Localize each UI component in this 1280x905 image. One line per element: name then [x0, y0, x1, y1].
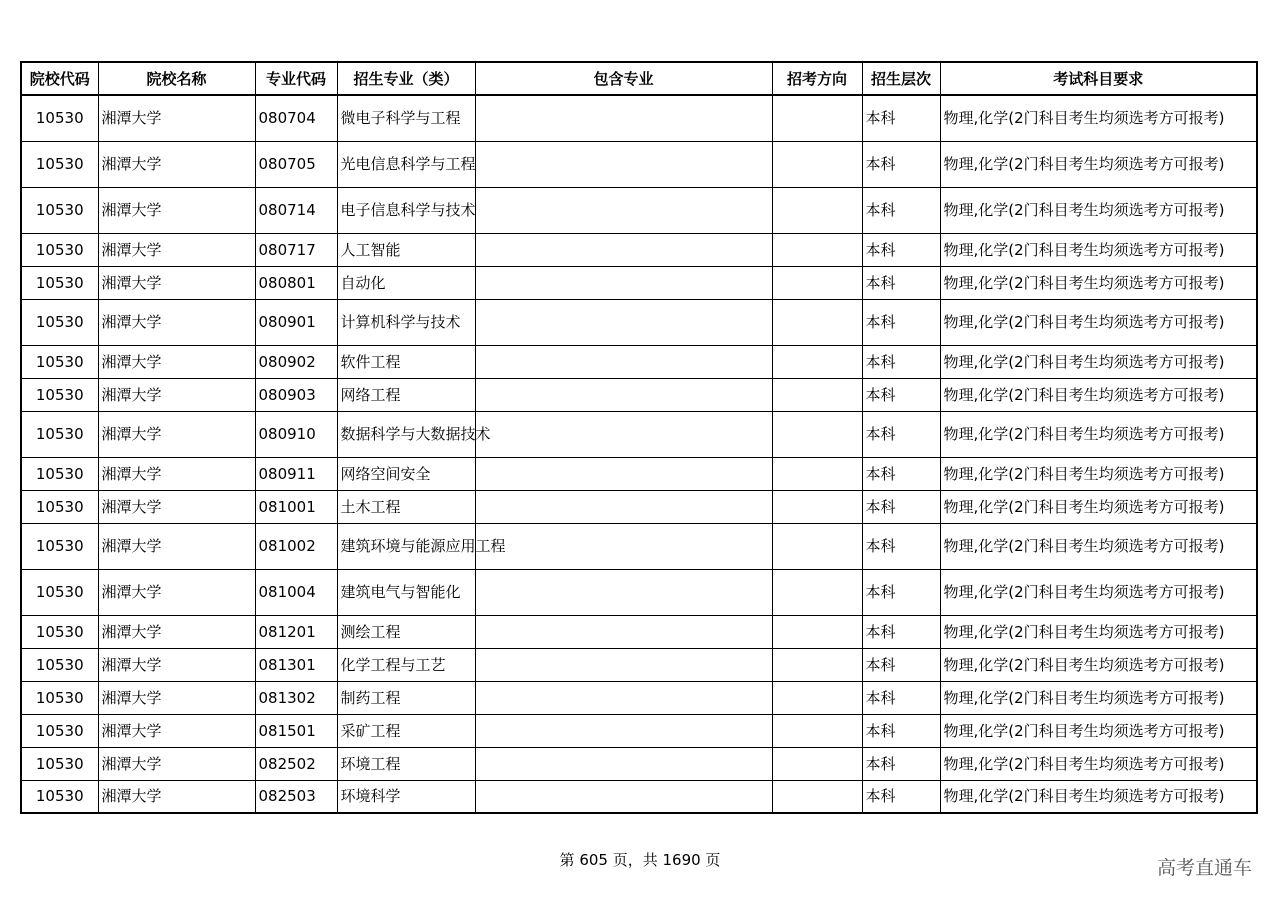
cell-school-name: 湘潭大学: [98, 187, 255, 233]
cell-school-code: 10530: [21, 299, 98, 345]
cell-direction: [772, 378, 862, 411]
cell-major-code: 080910: [255, 411, 337, 457]
cell-major-code: 080801: [255, 266, 337, 299]
cell-major-code: 080717: [255, 233, 337, 266]
cell-school-code: 10530: [21, 95, 98, 141]
cell-level: 本科: [862, 615, 940, 648]
cell-school-code: 10530: [21, 266, 98, 299]
cell-school-name: 湘潭大学: [98, 299, 255, 345]
table-row: [21, 95, 1257, 141]
cell-level: 本科: [862, 378, 940, 411]
cell-direction: [772, 780, 862, 813]
cell-major: 测绘工程: [337, 615, 475, 648]
table-row: [21, 411, 1257, 457]
cell-included-majors: [475, 345, 772, 378]
cell-subject-requirement: 物理,化学(2门科目考生均须选考方可报考): [940, 378, 1257, 411]
cell-direction: [772, 523, 862, 569]
table-row: [21, 378, 1257, 411]
cell-school-name: 湘潭大学: [98, 681, 255, 714]
cell-school-code: 10530: [21, 780, 98, 813]
cell-major: 计算机科学与技术: [337, 299, 475, 345]
cell-school-code: 10530: [21, 648, 98, 681]
cell-included-majors: [475, 681, 772, 714]
cell-level: 本科: [862, 411, 940, 457]
cell-major-code: 081001: [255, 490, 337, 523]
cell-school-name: 湘潭大学: [98, 615, 255, 648]
cell-school-code: 10530: [21, 747, 98, 780]
cell-major: 软件工程: [337, 345, 475, 378]
cell-level: 本科: [862, 681, 940, 714]
cell-major: 人工智能: [337, 233, 475, 266]
cell-school-name: 湘潭大学: [98, 457, 255, 490]
cell-school-code: 10530: [21, 569, 98, 615]
col-header-major-code: 专业代码: [255, 62, 337, 95]
cell-school-code: 10530: [21, 233, 98, 266]
col-header-school-name: 院校名称: [98, 62, 255, 95]
cell-major-code: 080705: [255, 141, 337, 187]
cell-major: 网络空间安全: [337, 457, 475, 490]
cell-level: 本科: [862, 95, 940, 141]
table-row: [21, 615, 1257, 648]
cell-included-majors: [475, 714, 772, 747]
cell-school-name: 湘潭大学: [98, 411, 255, 457]
cell-major-code: 080911: [255, 457, 337, 490]
cell-subject-requirement: 物理,化学(2门科目考生均须选考方可报考): [940, 95, 1257, 141]
cell-level: 本科: [862, 747, 940, 780]
cell-major: 数据科学与大数据技术: [337, 411, 475, 457]
cell-school-name: 湘潭大学: [98, 747, 255, 780]
cell-included-majors: [475, 266, 772, 299]
cell-level: 本科: [862, 299, 940, 345]
cell-direction: [772, 714, 862, 747]
table-row: [21, 714, 1257, 747]
cell-included-majors: [475, 747, 772, 780]
cell-school-name: 湘潭大学: [98, 714, 255, 747]
cell-major: 电子信息科学与技术: [337, 187, 475, 233]
table-row: [21, 490, 1257, 523]
page-number: 第 605 页，共 1690 页: [559, 851, 721, 869]
col-header-major: 招生专业（类）: [337, 62, 475, 95]
cell-school-name: 湘潭大学: [98, 378, 255, 411]
cell-direction: [772, 411, 862, 457]
cell-school-code: 10530: [21, 615, 98, 648]
cell-subject-requirement: 物理,化学(2门科目考生均须选考方可报考): [940, 266, 1257, 299]
cell-included-majors: [475, 780, 772, 813]
cell-major-code: 081004: [255, 569, 337, 615]
cell-major-code: 080902: [255, 345, 337, 378]
cell-school-name: 湘潭大学: [98, 648, 255, 681]
cell-direction: [772, 615, 862, 648]
cell-level: 本科: [862, 523, 940, 569]
cell-school-name: 湘潭大学: [98, 345, 255, 378]
col-header-school-code: 院校代码: [21, 62, 98, 95]
cell-subject-requirement: 物理,化学(2门科目考生均须选考方可报考): [940, 523, 1257, 569]
cell-direction: [772, 569, 862, 615]
cell-subject-requirement: 物理,化学(2门科目考生均须选考方可报考): [940, 747, 1257, 780]
cell-direction: [772, 141, 862, 187]
cell-school-name: 湘潭大学: [98, 141, 255, 187]
cell-level: 本科: [862, 141, 940, 187]
cell-direction: [772, 747, 862, 780]
cell-included-majors: [475, 523, 772, 569]
header-row: [21, 62, 1257, 95]
cell-included-majors: [475, 648, 772, 681]
cell-included-majors: [475, 490, 772, 523]
cell-major: 制药工程: [337, 681, 475, 714]
table-row: [21, 523, 1257, 569]
cell-direction: [772, 648, 862, 681]
cell-major: 微电子科学与工程: [337, 95, 475, 141]
cell-subject-requirement: 物理,化学(2门科目考生均须选考方可报考): [940, 345, 1257, 378]
cell-subject-requirement: 物理,化学(2门科目考生均须选考方可报考): [940, 233, 1257, 266]
cell-subject-requirement: 物理,化学(2门科目考生均须选考方可报考): [940, 569, 1257, 615]
cell-level: 本科: [862, 233, 940, 266]
cell-level: 本科: [862, 266, 940, 299]
cell-major: 采矿工程: [337, 714, 475, 747]
table-row: [21, 681, 1257, 714]
cell-major-code: 082502: [255, 747, 337, 780]
cell-direction: [772, 345, 862, 378]
col-header-direction: 招考方向: [772, 62, 862, 95]
cell-school-code: 10530: [21, 490, 98, 523]
cell-major-code: 081002: [255, 523, 337, 569]
cell-major-code: 081301: [255, 648, 337, 681]
cell-subject-requirement: 物理,化学(2门科目考生均须选考方可报考): [940, 681, 1257, 714]
cell-level: 本科: [862, 648, 940, 681]
cell-major-code: 080714: [255, 187, 337, 233]
table-row: [21, 233, 1257, 266]
cell-level: 本科: [862, 187, 940, 233]
cell-major-code: 080903: [255, 378, 337, 411]
cell-school-name: 湘潭大学: [98, 233, 255, 266]
cell-major-code: 081501: [255, 714, 337, 747]
cell-level: 本科: [862, 714, 940, 747]
cell-subject-requirement: 物理,化学(2门科目考生均须选考方可报考): [940, 141, 1257, 187]
col-header-included-majors: 包含专业: [475, 62, 772, 95]
cell-level: 本科: [862, 780, 940, 813]
table-body: [21, 95, 1257, 813]
cell-school-code: 10530: [21, 345, 98, 378]
cell-direction: [772, 187, 862, 233]
admission-table: [20, 61, 1258, 814]
cell-school-code: 10530: [21, 523, 98, 569]
col-header-level: 招生层次: [862, 62, 940, 95]
cell-direction: [772, 233, 862, 266]
table-row: [21, 780, 1257, 813]
cell-school-code: 10530: [21, 141, 98, 187]
cell-level: 本科: [862, 457, 940, 490]
cell-direction: [772, 299, 862, 345]
cell-direction: [772, 95, 862, 141]
cell-level: 本科: [862, 490, 940, 523]
cell-included-majors: [475, 187, 772, 233]
cell-subject-requirement: 物理,化学(2门科目考生均须选考方可报考): [940, 299, 1257, 345]
cell-major: 建筑环境与能源应用工程: [337, 523, 475, 569]
cell-school-name: 湘潭大学: [98, 266, 255, 299]
col-header-subject-requirement: 考试科目要求: [940, 62, 1257, 95]
cell-included-majors: [475, 378, 772, 411]
cell-direction: [772, 266, 862, 299]
cell-subject-requirement: 物理,化学(2门科目考生均须选考方可报考): [940, 457, 1257, 490]
table-row: [21, 747, 1257, 780]
cell-school-code: 10530: [21, 411, 98, 457]
table-row: [21, 345, 1257, 378]
cell-direction: [772, 490, 862, 523]
cell-included-majors: [475, 299, 772, 345]
watermark-text: 高考直通车: [1156, 857, 1252, 879]
cell-level: 本科: [862, 569, 940, 615]
cell-major: 建筑电气与智能化: [337, 569, 475, 615]
table-row: [21, 457, 1257, 490]
cell-subject-requirement: 物理,化学(2门科目考生均须选考方可报考): [940, 411, 1257, 457]
table-row: [21, 266, 1257, 299]
cell-major: 网络工程: [337, 378, 475, 411]
cell-major: 自动化: [337, 266, 475, 299]
cell-major: 环境科学: [337, 780, 475, 813]
cell-subject-requirement: 物理,化学(2门科目考生均须选考方可报考): [940, 187, 1257, 233]
cell-subject-requirement: 物理,化学(2门科目考生均须选考方可报考): [940, 490, 1257, 523]
cell-included-majors: [475, 411, 772, 457]
cell-major: 土木工程: [337, 490, 475, 523]
cell-major-code: 081302: [255, 681, 337, 714]
cell-school-code: 10530: [21, 457, 98, 490]
cell-school-code: 10530: [21, 378, 98, 411]
cell-major: 光电信息科学与工程: [337, 141, 475, 187]
cell-major: 化学工程与工艺: [337, 648, 475, 681]
cell-school-code: 10530: [21, 714, 98, 747]
cell-major-code: 082503: [255, 780, 337, 813]
cell-subject-requirement: 物理,化学(2门科目考生均须选考方可报考): [940, 780, 1257, 813]
cell-school-name: 湘潭大学: [98, 490, 255, 523]
cell-direction: [772, 457, 862, 490]
table-row: [21, 569, 1257, 615]
cell-school-code: 10530: [21, 681, 98, 714]
cell-included-majors: [475, 141, 772, 187]
cell-major-code: 080901: [255, 299, 337, 345]
cell-major-code: 080704: [255, 95, 337, 141]
table-row: [21, 187, 1257, 233]
cell-included-majors: [475, 95, 772, 141]
table-header: [21, 62, 1257, 95]
cell-direction: [772, 681, 862, 714]
cell-major-code: 081201: [255, 615, 337, 648]
cell-school-name: 湘潭大学: [98, 569, 255, 615]
cell-school-name: 湘潭大学: [98, 523, 255, 569]
cell-included-majors: [475, 569, 772, 615]
cell-included-majors: [475, 457, 772, 490]
cell-subject-requirement: 物理,化学(2门科目考生均须选考方可报考): [940, 615, 1257, 648]
table-row: [21, 648, 1257, 681]
cell-subject-requirement: 物理,化学(2门科目考生均须选考方可报考): [940, 648, 1257, 681]
cell-school-name: 湘潭大学: [98, 95, 255, 141]
cell-school-code: 10530: [21, 187, 98, 233]
table-row: [21, 141, 1257, 187]
cell-included-majors: [475, 233, 772, 266]
cell-major: 环境工程: [337, 747, 475, 780]
cell-school-name: 湘潭大学: [98, 780, 255, 813]
table-row: [21, 299, 1257, 345]
cell-subject-requirement: 物理,化学(2门科目考生均须选考方可报考): [940, 714, 1257, 747]
cell-included-majors: [475, 615, 772, 648]
cell-level: 本科: [862, 345, 940, 378]
